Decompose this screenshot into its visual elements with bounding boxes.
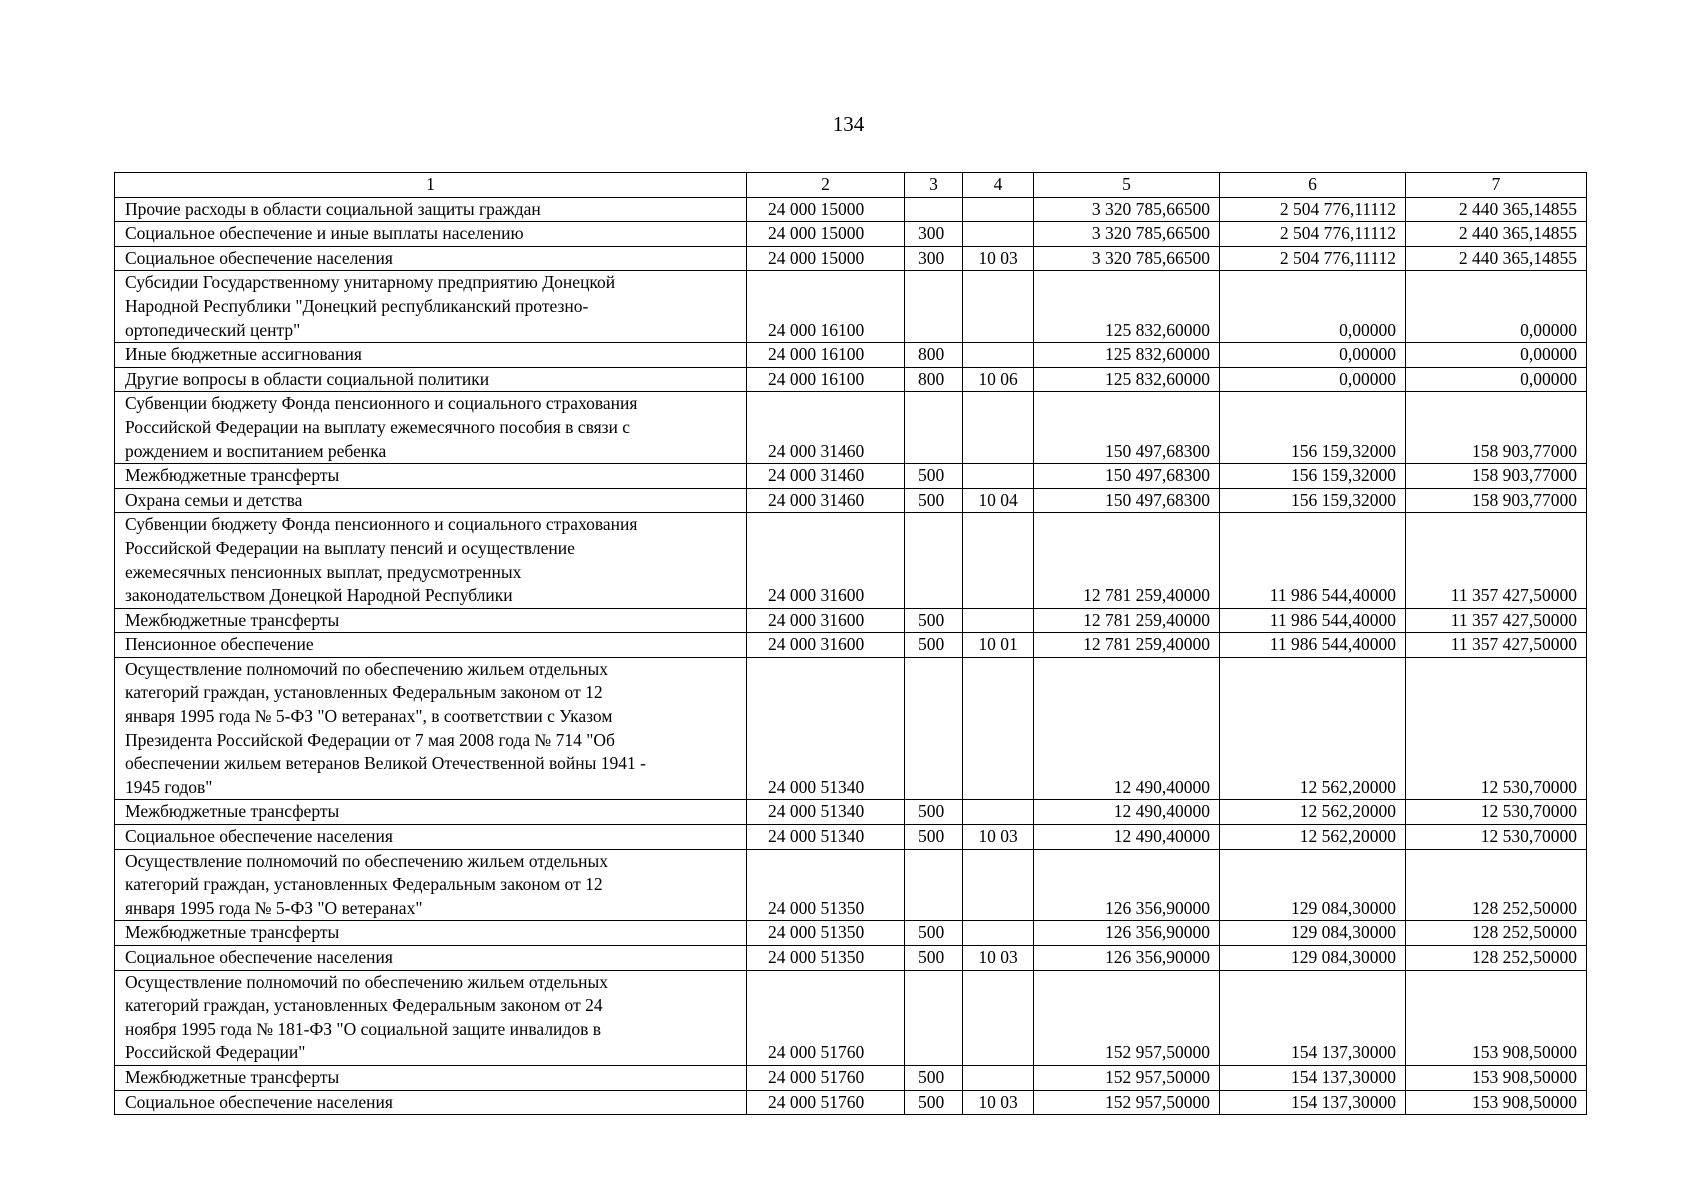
cell-amount-3: 2 440 365,14855 — [1406, 197, 1587, 222]
cell-section — [963, 392, 1034, 464]
cell-amount-2: 156 159,32000 — [1220, 488, 1406, 513]
cell-target-code: 24 000 51340 — [747, 825, 905, 850]
cell-amount-1: 150 497,68300 — [1034, 464, 1220, 489]
cell-name: Социальное обеспечение населения — [115, 246, 747, 271]
header-col-6: 6 — [1220, 173, 1406, 198]
cell-amount-3: 12 530,70000 — [1406, 800, 1587, 825]
cell-expense-type: 500 — [905, 800, 963, 825]
cell-name: Межбюджетные трансферты — [115, 608, 747, 633]
cell-amount-1: 12 490,40000 — [1034, 657, 1220, 800]
cell-amount-1: 12 781 259,40000 — [1034, 513, 1220, 608]
cell-amount-2: 11 986 544,40000 — [1220, 608, 1406, 633]
cell-target-code: 24 000 16100 — [747, 367, 905, 392]
cell-expense-type — [905, 197, 963, 222]
table-row — [115, 946, 1587, 971]
table-row — [115, 488, 1587, 513]
cell-name: Межбюджетные трансферты — [115, 1065, 747, 1090]
cell-expense-type: 300 — [905, 222, 963, 247]
cell-amount-1: 12 490,40000 — [1034, 825, 1220, 850]
cell-amount-2: 2 504 776,11112 — [1220, 197, 1406, 222]
cell-name: Субвенции бюджету Фонда пенсионного и социального страхования Российской Федерации на выплату ежемесячного пособия в связи с рождением и воспитанием ребенка — [115, 392, 747, 464]
cell-target-code: 24 000 15000 — [747, 197, 905, 222]
cell-section — [963, 271, 1034, 343]
table-row — [115, 633, 1587, 658]
cell-amount-1: 150 497,68300 — [1034, 392, 1220, 464]
cell-amount-2: 12 562,20000 — [1220, 657, 1406, 800]
cell-expense-type — [905, 657, 963, 800]
table-row — [115, 1090, 1587, 1115]
cell-name: Субсидии Государственному унитарному предприятию Донецкой Народной Республики "Донецкий республиканский протезно- ортопедический центр" — [115, 271, 747, 343]
cell-amount-2: 0,00000 — [1220, 367, 1406, 392]
cell-name: Межбюджетные трансферты — [115, 921, 747, 946]
cell-target-code: 24 000 31460 — [747, 488, 905, 513]
header-col-4: 4 — [963, 173, 1034, 198]
cell-amount-2: 2 504 776,11112 — [1220, 222, 1406, 247]
table-row — [115, 608, 1587, 633]
cell-amount-3: 0,00000 — [1406, 271, 1587, 343]
header-col-1: 1 — [115, 173, 747, 198]
cell-expense-type — [905, 271, 963, 343]
cell-expense-type: 500 — [905, 633, 963, 658]
cell-amount-2: 11 986 544,40000 — [1220, 513, 1406, 608]
cell-amount-3: 0,00000 — [1406, 367, 1587, 392]
cell-amount-1: 152 957,50000 — [1034, 1090, 1220, 1115]
cell-amount-3: 11 357 427,50000 — [1406, 608, 1587, 633]
table-row — [115, 970, 1587, 1065]
cell-section — [963, 849, 1034, 921]
cell-section: 10 03 — [963, 1090, 1034, 1115]
cell-amount-3: 153 908,50000 — [1406, 1090, 1587, 1115]
cell-target-code: 24 000 51760 — [747, 1065, 905, 1090]
table-row — [115, 343, 1587, 368]
cell-amount-1: 126 356,90000 — [1034, 921, 1220, 946]
cell-expense-type — [905, 849, 963, 921]
table-body — [115, 197, 1587, 1115]
cell-amount-3: 12 530,70000 — [1406, 825, 1587, 850]
cell-amount-2: 129 084,30000 — [1220, 849, 1406, 921]
cell-amount-3: 11 357 427,50000 — [1406, 513, 1587, 608]
cell-target-code: 24 000 16100 — [747, 343, 905, 368]
cell-name: Социальное обеспечение населения — [115, 825, 747, 850]
cell-target-code: 24 000 51760 — [747, 970, 905, 1065]
cell-section: 10 03 — [963, 246, 1034, 271]
cell-expense-type — [905, 970, 963, 1065]
cell-section — [963, 222, 1034, 247]
cell-amount-2: 129 084,30000 — [1220, 921, 1406, 946]
cell-name: Осуществление полномочий по обеспечению жильем отдельных категорий граждан, установленных Федеральным законом от 24 ноября 1995 года № 181-ФЗ "О социальной защите инвалидов в Российской Федерации" — [115, 970, 747, 1065]
header-col-3: 3 — [905, 173, 963, 198]
cell-section — [963, 343, 1034, 368]
page-number: 134 — [832, 112, 865, 136]
cell-target-code: 24 000 51760 — [747, 1090, 905, 1115]
cell-target-code: 24 000 51350 — [747, 921, 905, 946]
cell-expense-type: 800 — [905, 367, 963, 392]
cell-amount-1: 125 832,60000 — [1034, 271, 1220, 343]
header-col-5: 5 — [1034, 173, 1220, 198]
cell-amount-3: 12 530,70000 — [1406, 657, 1587, 800]
cell-section — [963, 921, 1034, 946]
cell-section: 10 06 — [963, 367, 1034, 392]
table-row — [115, 513, 1587, 608]
cell-name: Межбюджетные трансферты — [115, 800, 747, 825]
cell-name: Иные бюджетные ассигнования — [115, 343, 747, 368]
cell-amount-3: 128 252,50000 — [1406, 946, 1587, 971]
cell-amount-1: 152 957,50000 — [1034, 970, 1220, 1065]
cell-target-code: 24 000 51350 — [747, 946, 905, 971]
table-row — [115, 849, 1587, 921]
cell-expense-type: 500 — [905, 1065, 963, 1090]
table-row — [115, 800, 1587, 825]
cell-target-code: 24 000 31600 — [747, 633, 905, 658]
table-row — [115, 825, 1587, 850]
cell-target-code: 24 000 31600 — [747, 608, 905, 633]
cell-target-code: 24 000 31600 — [747, 513, 905, 608]
cell-amount-2: 154 137,30000 — [1220, 970, 1406, 1065]
cell-name: Межбюджетные трансферты — [115, 464, 747, 489]
cell-amount-3: 2 440 365,14855 — [1406, 222, 1587, 247]
cell-amount-1: 150 497,68300 — [1034, 488, 1220, 513]
cell-target-code: 24 000 15000 — [747, 246, 905, 271]
cell-section: 10 03 — [963, 825, 1034, 850]
cell-amount-1: 152 957,50000 — [1034, 1065, 1220, 1090]
cell-amount-2: 129 084,30000 — [1220, 946, 1406, 971]
cell-amount-3: 153 908,50000 — [1406, 970, 1587, 1065]
cell-section — [963, 197, 1034, 222]
cell-target-code: 24 000 16100 — [747, 271, 905, 343]
cell-amount-2: 154 137,30000 — [1220, 1065, 1406, 1090]
table-row — [115, 222, 1587, 247]
cell-amount-3: 158 903,77000 — [1406, 488, 1587, 513]
cell-expense-type: 500 — [905, 946, 963, 971]
cell-name: Субвенции бюджету Фонда пенсионного и социального страхования Российской Федерации на выплату пенсий и осуществление ежемесячных пенсионных выплат, предусмотренных законодательством Донецкой Народной Республики — [115, 513, 747, 608]
cell-amount-3: 158 903,77000 — [1406, 392, 1587, 464]
cell-expense-type: 500 — [905, 608, 963, 633]
cell-target-code: 24 000 31460 — [747, 392, 905, 464]
header-col-2: 2 — [747, 173, 905, 198]
cell-section — [963, 608, 1034, 633]
cell-amount-1: 3 320 785,66500 — [1034, 197, 1220, 222]
cell-amount-1: 126 356,90000 — [1034, 946, 1220, 971]
table-row — [115, 921, 1587, 946]
cell-expense-type — [905, 392, 963, 464]
cell-amount-1: 3 320 785,66500 — [1034, 246, 1220, 271]
cell-expense-type: 500 — [905, 921, 963, 946]
cell-amount-2: 2 504 776,11112 — [1220, 246, 1406, 271]
cell-name: Социальное обеспечение населения — [115, 1090, 747, 1115]
cell-expense-type: 500 — [905, 488, 963, 513]
cell-target-code: 24 000 51340 — [747, 800, 905, 825]
cell-target-code: 24 000 51340 — [747, 657, 905, 800]
cell-expense-type: 500 — [905, 1090, 963, 1115]
cell-expense-type: 800 — [905, 343, 963, 368]
cell-amount-3: 11 357 427,50000 — [1406, 633, 1587, 658]
cell-name: Другие вопросы в области социальной политики — [115, 367, 747, 392]
cell-name: Охрана семьи и детства — [115, 488, 747, 513]
cell-amount-3: 0,00000 — [1406, 343, 1587, 368]
cell-amount-3: 153 908,50000 — [1406, 1065, 1587, 1090]
cell-amount-1: 125 832,60000 — [1034, 343, 1220, 368]
cell-section — [963, 513, 1034, 608]
cell-section — [963, 657, 1034, 800]
cell-section — [963, 800, 1034, 825]
table-row — [115, 1065, 1587, 1090]
table-row — [115, 392, 1587, 464]
cell-name: Социальное обеспечение и иные выплаты населению — [115, 222, 747, 247]
cell-amount-1: 3 320 785,66500 — [1034, 222, 1220, 247]
header-row — [115, 173, 1587, 198]
cell-amount-3: 128 252,50000 — [1406, 849, 1587, 921]
cell-amount-2: 156 159,32000 — [1220, 392, 1406, 464]
cell-target-code: 24 000 31460 — [747, 464, 905, 489]
cell-name: Пенсионное обеспечение — [115, 633, 747, 658]
cell-amount-3: 2 440 365,14855 — [1406, 246, 1587, 271]
cell-section: 10 01 — [963, 633, 1034, 658]
cell-amount-2: 156 159,32000 — [1220, 464, 1406, 489]
cell-target-code: 24 000 15000 — [747, 222, 905, 247]
cell-amount-1: 125 832,60000 — [1034, 367, 1220, 392]
table-row — [115, 464, 1587, 489]
cell-expense-type: 500 — [905, 825, 963, 850]
cell-amount-2: 12 562,20000 — [1220, 800, 1406, 825]
cell-amount-1: 12 781 259,40000 — [1034, 608, 1220, 633]
cell-name: Прочие расходы в области социальной защиты граждан — [115, 197, 747, 222]
header-col-7: 7 — [1406, 173, 1587, 198]
cell-amount-2: 11 986 544,40000 — [1220, 633, 1406, 658]
cell-amount-2: 154 137,30000 — [1220, 1090, 1406, 1115]
cell-amount-1: 126 356,90000 — [1034, 849, 1220, 921]
cell-section: 10 03 — [963, 946, 1034, 971]
cell-expense-type: 300 — [905, 246, 963, 271]
cell-section: 10 04 — [963, 488, 1034, 513]
table-row — [115, 367, 1587, 392]
cell-target-code: 24 000 51350 — [747, 849, 905, 921]
table-header — [115, 173, 1587, 198]
cell-amount-3: 128 252,50000 — [1406, 921, 1587, 946]
cell-amount-2: 0,00000 — [1220, 271, 1406, 343]
cell-expense-type: 500 — [905, 464, 963, 489]
cell-amount-1: 12 490,40000 — [1034, 800, 1220, 825]
cell-amount-2: 12 562,20000 — [1220, 825, 1406, 850]
cell-amount-2: 0,00000 — [1220, 343, 1406, 368]
cell-name: Осуществление полномочий по обеспечению жильем отдельных категорий граждан, установленных Федеральным законом от 12 января 1995 года № 5-ФЗ "О ветеранах", в соответствии с Указом Президента Российской Федерации от 7 мая 2008 года № 714 "Об обеспечении жильем ветеранов Великой Отечественной войны 1941 - 1945 годов" — [115, 657, 747, 800]
table-row — [115, 197, 1587, 222]
cell-name: Осуществление полномочий по обеспечению жильем отдельных категорий граждан, установленных Федеральным законом от 12 января 1995 года № 5-ФЗ "О ветеранах" — [115, 849, 747, 921]
cell-amount-3: 158 903,77000 — [1406, 464, 1587, 489]
table-row — [115, 271, 1587, 343]
cell-section — [963, 1065, 1034, 1090]
cell-section — [963, 464, 1034, 489]
cell-expense-type — [905, 513, 963, 608]
cell-name: Социальное обеспечение населения — [115, 946, 747, 971]
budget-table — [114, 172, 1587, 1115]
table-row — [115, 246, 1587, 271]
cell-amount-1: 12 781 259,40000 — [1034, 633, 1220, 658]
cell-section — [963, 970, 1034, 1065]
table-row — [115, 657, 1587, 800]
